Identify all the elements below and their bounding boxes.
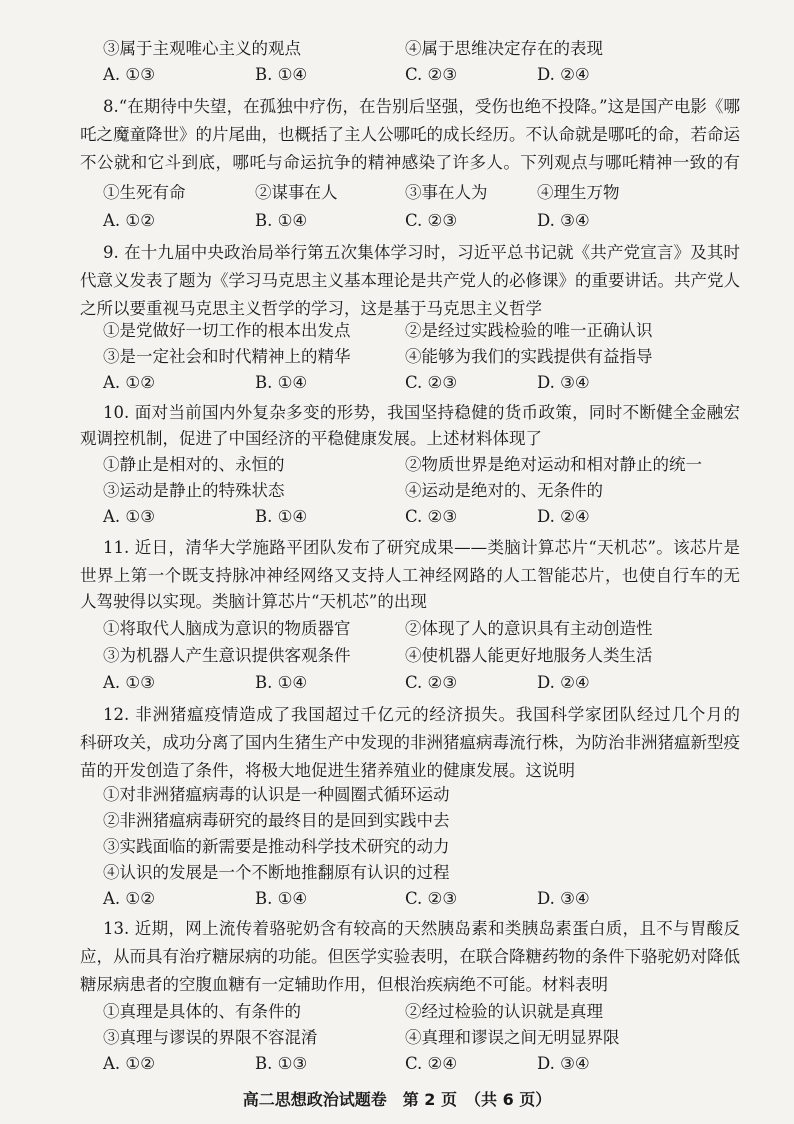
- choice-d[interactable]: D. ③④: [537, 1054, 590, 1073]
- statement: ①是党做好一切工作的根本出发点: [103, 321, 351, 340]
- q11-text: 世界上第一个既支持脉冲神经网络又支持人工神经网路的人工智能芯片，也使自行车的无: [80, 566, 740, 585]
- choice-d[interactable]: D. ③④: [537, 889, 590, 908]
- statement: ④使机器人能更好地服务人类生活: [405, 646, 653, 665]
- choice-c[interactable]: C. ②③: [405, 65, 458, 84]
- statement: ③真理与谬误的界限不容混淆: [103, 1028, 318, 1047]
- choice-b[interactable]: B. ①④: [255, 373, 308, 392]
- statement: ②是经过实践检验的唯一正确认识: [405, 321, 653, 340]
- statement: ④理生万物: [537, 183, 620, 202]
- choice-a[interactable]: A. ①③: [103, 65, 155, 84]
- statement: ②谋事在人: [255, 183, 338, 202]
- q8-text: 不公就和它斗到底，哪吒与命运抗争的精神感染了许多人。下列观点与哪吒精神一致的有: [80, 153, 740, 172]
- choice-b[interactable]: B. ①④: [255, 65, 308, 84]
- choice-b[interactable]: B. ①④: [255, 211, 308, 230]
- statement: ④运动是绝对的、无条件的: [405, 481, 603, 500]
- choice-a[interactable]: A. ①②: [103, 211, 155, 230]
- choice-b[interactable]: B. ①④: [255, 507, 308, 526]
- page-footer: 高二思想政治试题卷 第 2 页 （共 6 页）: [242, 1090, 552, 1109]
- q12-text: 科研攻关，成功分离了国内生猪生产中发现的非洲猪瘟病毒流行株，为防治非洲猪瘟新型疫: [80, 733, 740, 752]
- statement: ②经过检验的认识就是真理: [405, 1002, 603, 1021]
- choice-d[interactable]: D. ③④: [537, 373, 590, 392]
- q12-statement: ④认识的发展是一个不断地推翻原有认识的过程: [103, 863, 450, 882]
- choice-d[interactable]: D. ②④: [537, 507, 590, 526]
- q13-text: 糖尿病患者的空腹血糖有一定辅助作用，但根治疾病绝不可能。材料表明: [80, 975, 608, 994]
- q12-statement: ②非洲猪瘟病毒研究的最终目的是回到实践中去: [103, 811, 450, 830]
- q10-text: 10. 面对当前国内外复杂多变的形势，我国坚持稳健的货币政策，同时不断健全金融宏: [103, 403, 740, 422]
- q8-text: 吒之魔童降世》的片尾曲，也概括了主人公哪吒的成长经历。不认命就是哪吒的命，若命运: [80, 125, 740, 144]
- q12-statement: ③实践面临的新需要是推动科学技术研究的动力: [103, 837, 450, 856]
- q13-text: 13. 近期，网上流传着骆驼奶含有较高的天然胰岛素和类胰岛素蛋白质，且不与胃酸反: [103, 919, 740, 938]
- q10-text: 观调控机制，促进了中国经济的平稳健康发展。上述材料体现了: [80, 429, 542, 448]
- choice-d[interactable]: D. ②④: [537, 673, 590, 692]
- choice-a[interactable]: A. ①②: [103, 1054, 155, 1073]
- q11-text: 11. 近日，清华大学施路平团队发布了研究成果——类脑计算芯片“天机芯”。该芯片是: [103, 538, 740, 557]
- choice-d[interactable]: D. ②④: [537, 65, 590, 84]
- choice-c[interactable]: C. ②③: [405, 373, 458, 392]
- choice-a[interactable]: A. ①②: [103, 373, 155, 392]
- choice-a[interactable]: A. ①②: [103, 889, 155, 908]
- choice-c[interactable]: C. ②③: [405, 211, 458, 230]
- statement: ③属于主观唯心主义的观点: [103, 39, 301, 58]
- choice-a[interactable]: A. ①③: [103, 673, 155, 692]
- q9-text: 代意义发表了题为《学习马克思主义基本理论是共产党人的必修课》的重要讲话。共产党人: [80, 271, 740, 290]
- q12-text: 苗的开发创造了条件，将极大地促进生猪养殖业的健康发展。这说明: [80, 761, 575, 780]
- q8-text: 8.“在期待中失望，在孤独中疗伤，在告别后坚强，受伤也绝不投降。”这是国产电影《哪: [103, 97, 740, 116]
- choice-c[interactable]: C. ②③: [405, 673, 458, 692]
- statement: ③事在人为: [405, 183, 488, 202]
- statement: ④能够为我们的实践提供有益指导: [405, 347, 653, 366]
- q9-text: 之所以要重视马克思主义哲学的学习，这是基于马克思主义哲学: [80, 299, 542, 318]
- statement: ③是一定社会和时代精神上的精华: [103, 347, 351, 366]
- statement: ①真理是具体的、有条件的: [103, 1002, 301, 1021]
- choice-d[interactable]: D. ③④: [537, 211, 590, 230]
- statement: ③为机器人产生意识提供客观条件: [103, 646, 351, 665]
- choice-b[interactable]: B. ①④: [255, 673, 308, 692]
- q13-text: 应，从而具有治疗糖尿病的功能。但医学实验表明，在联合降糖药物的条件下骆驼奶对降低: [80, 947, 740, 966]
- statement: ④真理和谬误之间无明显界限: [405, 1028, 620, 1047]
- q11-text: 人驾驶得以实现。类脑计算芯片“天机芯”的出现: [80, 592, 427, 611]
- q9-text: 9. 在十九届中央政治局举行第五次集体学习时，习近平总书记就《共产党宣言》及其时: [103, 243, 740, 262]
- statement: ①生死有命: [103, 183, 186, 202]
- choice-b[interactable]: B. ①④: [255, 889, 308, 908]
- statement: ②体现了人的意识具有主动创造性: [405, 619, 653, 638]
- choice-a[interactable]: A. ①③: [103, 507, 155, 526]
- statement: ③运动是静止的特殊状态: [103, 481, 285, 500]
- choice-c[interactable]: C. ②③: [405, 889, 458, 908]
- q12-text: 12. 非洲猪瘟疫情造成了我国超过千亿元的经济损失。我国科学家团队经过几个月的: [103, 705, 740, 724]
- statement: ①静止是相对的、永恒的: [103, 455, 285, 474]
- q12-statement: ①对非洲猪瘟病毒的认识是一种圆圈式循环运动: [103, 785, 450, 804]
- statement: ②物质世界是绝对运动和相对静止的统一: [405, 455, 702, 474]
- statement: ④属于思维决定存在的表现: [405, 39, 603, 58]
- choice-c[interactable]: C. ②③: [405, 507, 458, 526]
- statement: ①将取代人脑成为意识的物质器官: [103, 619, 351, 638]
- choice-b[interactable]: B. ①③: [255, 1054, 308, 1073]
- choice-c[interactable]: C. ②④: [405, 1054, 458, 1073]
